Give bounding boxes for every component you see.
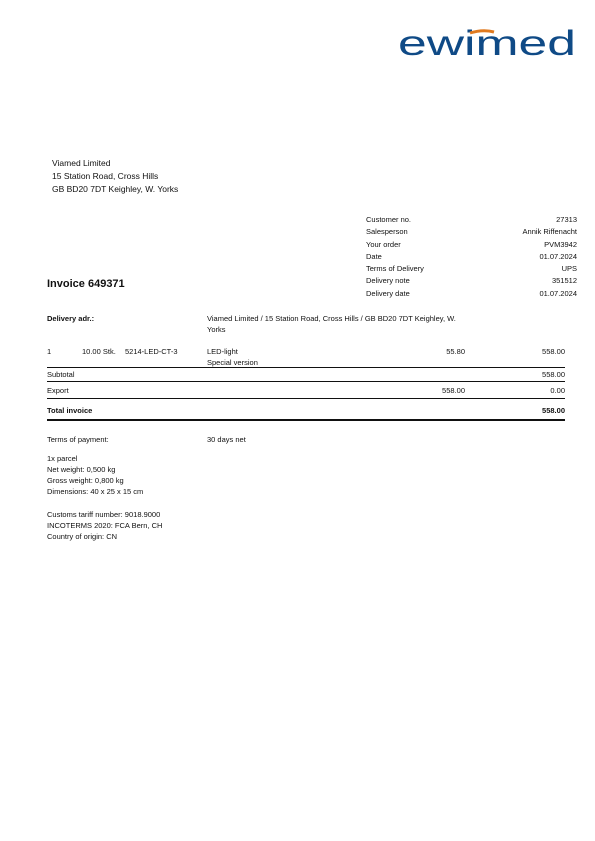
meta-label: Date bbox=[366, 251, 382, 261]
invoice-meta bbox=[366, 214, 577, 300]
meta-value: 351512 bbox=[551, 276, 577, 286]
divider bbox=[47, 381, 565, 382]
meta-value: 01.07.2024 bbox=[539, 251, 577, 261]
item-position: 1 bbox=[47, 347, 52, 356]
total-divider bbox=[47, 419, 565, 421]
subtotal-value: 558.00 bbox=[542, 370, 565, 379]
shipping-info bbox=[47, 453, 143, 497]
meta-value: UPS bbox=[561, 264, 577, 274]
payment-terms-label: Terms of payment: bbox=[47, 435, 109, 444]
shipping-line: 1x parcel bbox=[47, 454, 78, 463]
subtotal-label: Subtotal bbox=[47, 370, 75, 379]
logo-wordmark: ewimed bbox=[398, 26, 576, 62]
customs-info bbox=[47, 509, 162, 542]
item-description-extra: Special version bbox=[207, 358, 258, 367]
item-amount: 558.00 bbox=[542, 347, 565, 356]
address-line: Viamed Limited bbox=[52, 158, 111, 168]
recipient-address bbox=[52, 157, 178, 196]
meta-value: Annik Riffenacht bbox=[522, 227, 577, 237]
meta-label: Salesperson bbox=[366, 227, 408, 237]
shipping-line: Dimensions: 40 x 25 x 15 cm bbox=[47, 487, 144, 496]
payment-terms-value: 30 days net bbox=[207, 435, 246, 444]
item-quantity: 10.00 Stk. bbox=[82, 347, 116, 356]
divider bbox=[47, 398, 565, 399]
export-label: Export bbox=[47, 386, 69, 395]
item-description: LED-light bbox=[207, 347, 238, 356]
meta-label: Delivery date bbox=[366, 288, 410, 298]
item-code: 5214-LED-CT-3 bbox=[125, 347, 178, 356]
total-value: 558.00 bbox=[542, 406, 565, 415]
invoice-title: Invoice 649371 bbox=[47, 278, 125, 290]
total-label: Total invoice bbox=[47, 406, 93, 415]
shipping-line: Gross weight: 0,800 kg bbox=[47, 476, 124, 485]
meta-row bbox=[366, 214, 577, 226]
customs-line: Customs tariff number: 9018.9000 bbox=[47, 510, 161, 519]
customs-line: Country of origin: CN bbox=[47, 532, 118, 541]
item-unit-price: 55.80 bbox=[446, 347, 465, 356]
meta-row bbox=[366, 275, 577, 287]
meta-row bbox=[366, 263, 577, 275]
ewimed-logo bbox=[398, 26, 578, 62]
meta-value: PVM3942 bbox=[544, 239, 577, 249]
delivery-address-line: Viamed Limited / 15 Station Road, Cross Hills / GB BD20 7DT Keighley, W. bbox=[207, 314, 456, 323]
customs-line: INCOTERMS 2020: FCA Bern, CH bbox=[47, 521, 163, 530]
delivery-address-line: Yorks bbox=[207, 325, 226, 334]
meta-value: 01.07.2024 bbox=[539, 288, 577, 298]
address-line: 15 Station Road, Cross Hills bbox=[52, 171, 159, 181]
divider bbox=[47, 367, 565, 368]
meta-label: Your order bbox=[366, 239, 401, 249]
meta-label: Customer no. bbox=[366, 215, 412, 224]
meta-row bbox=[366, 239, 577, 251]
meta-row bbox=[366, 226, 577, 238]
address-line: GB BD20 7DT Keighley, W. Yorks bbox=[52, 184, 179, 194]
export-base: 558.00 bbox=[442, 386, 465, 395]
delivery-label: Delivery adr.: bbox=[47, 314, 95, 323]
shipping-line: Net weight: 0,500 kg bbox=[47, 465, 116, 474]
meta-row bbox=[366, 251, 577, 263]
meta-label: Delivery note bbox=[366, 276, 410, 286]
meta-label: Terms of Delivery bbox=[366, 264, 424, 274]
meta-row bbox=[366, 288, 577, 300]
meta-value: 27313 bbox=[556, 215, 577, 224]
export-value: 0.00 bbox=[550, 386, 565, 395]
